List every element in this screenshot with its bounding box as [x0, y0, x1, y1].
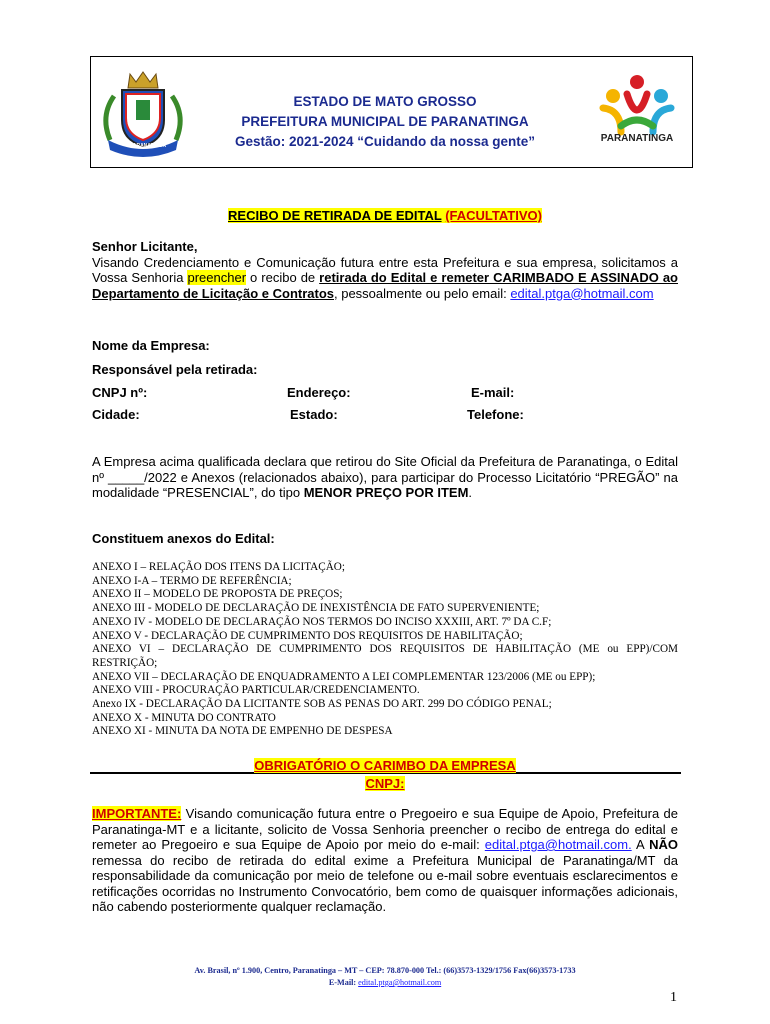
footer-email-label: E-Mail: — [328, 978, 359, 987]
annexes-heading: Constituem anexos do Edital: — [92, 531, 275, 546]
annex-item: Anexo IX - DECLARAÇÃO DA LICITANTE SOB AS PENAS DO ART. 299 DO CÓDIGO PENAL; — [92, 698, 552, 711]
city-label: Cidade: — [92, 407, 140, 422]
crest-banner-text: PARANATINGA — [129, 143, 167, 149]
annex-item: ANEXO XI - MINUTA DA NOTA DE EMPENHO DE DESPESA — [92, 725, 393, 738]
stamp-cnpj-wrap — [0, 776, 770, 791]
address-label: Endereço: — [287, 385, 351, 400]
stamp-title-wrap — [0, 758, 770, 773]
annex-item: ANEXO IV - MODELO DE DECLARAÇÃO NOS TERMOS DO INCISO XXXIII, ART. 7º DA C.F; — [92, 615, 552, 628]
declaration-paragraph — [92, 454, 678, 501]
important-nao: NÃO — [649, 837, 678, 852]
annex-item: ANEXO I – RELAÇÃO DOS ITENS DA LICITAÇÃO; — [92, 561, 345, 573]
annex-item: ANEXO VIII - PROCURAÇÃO PARTICULAR/CREDENCIAMENTO. — [92, 684, 420, 697]
annex-item: ANEXO VI – DECLARAÇÃO DE CUMPRIMENTO DOS REQUISITOS DE HABILITAÇÃO (ME ou EPP)/COM RESTRIÇÃO; — [92, 643, 678, 669]
important-email-link[interactable]: edital.ptga@hotmail.com. — [484, 837, 632, 852]
header-titles — [180, 92, 590, 152]
intro-highlight: preencher — [187, 270, 247, 285]
management-motto: Gestão: 2021-2024 “Cuidando da nossa gente” — [234, 134, 536, 149]
cnpj-label: CNPJ nº: — [92, 385, 148, 400]
footer-email-link[interactable]: edital.ptga@hotmail.com — [358, 978, 442, 987]
state-label: Estado: — [290, 407, 338, 422]
phone-label: Telefone: — [467, 407, 524, 422]
declaration-period: . — [468, 485, 473, 500]
intro-paragraph — [92, 239, 678, 301]
intro-instruction: retirada do Edital e remeter CARIMBADO E ASSINADO ao Departamento de Licitação e Contratos — [92, 270, 678, 301]
stamp-title: OBRIGATÓRIO O CARIMBO DA EMPRESA — [254, 758, 516, 773]
prefecture-name: PREFEITURA MUNICIPAL DE PARANATINGA — [241, 114, 529, 129]
document-title — [0, 208, 770, 223]
salutation: Senhor Licitante, — [92, 239, 198, 254]
important-text-3: remessa do recibo de retirada do edital exime a Prefeitura Municipal de Paranatinga/MT da responsabilidade da comunicação por meio de telefone ou e-mail sobre eventuais esclarecimentos e retificações ocorridas no Instrumento Convocatório, bem como de quaisquer informações adicionais, não cabendo posteriormente qualquer reclamação. — [92, 852, 678, 914]
declaration-type: MENOR PREÇO POR ITEM — [303, 485, 469, 500]
responsible-label: Responsável pela retirada: — [92, 362, 258, 377]
important-text-2: A — [631, 837, 650, 852]
company-name-label: Nome da Empresa: — [92, 338, 210, 353]
intro-email-link[interactable]: edital.ptga@hotmail.com — [510, 285, 654, 301]
annex-item: ANEXO X - MINUTA DO CONTRATO — [92, 711, 276, 724]
title-optional: (FACULTATIVO) — [445, 208, 542, 223]
footer-address: Av. Brasil, nº 1.900, Centro, Paranatinga – MT – CEP: 78.870-000 Tel.: (66)3573-1329/1756 Fax(66)3573-1733 — [194, 966, 576, 975]
page-number: 1 — [670, 990, 677, 1005]
important-paragraph — [92, 806, 678, 915]
annexes-list — [92, 561, 678, 739]
footer-email-line — [0, 978, 770, 987]
annex-item: ANEXO VII – DECLARAÇÃO DE ENQUADRAMENTO A LEI COMPLEMENTAR 123/2006 (ME ou EPP); — [92, 670, 596, 683]
stamp-cnpj: CNPJ: — [365, 776, 405, 791]
annex-item: ANEXO II – MODELO DE PROPOSTA DE PREÇOS; — [92, 588, 343, 601]
logo-text: PARANATINGA — [600, 133, 674, 144]
annex-item: ANEXO III - MODELO DE DECLARAÇÃO DE INEXISTÊNCIA DE FATO SUPERVENIENTE; — [92, 602, 540, 615]
intro-text-3: , pessoalmente ou pelo email: — [334, 285, 511, 301]
intro-text-2: o recibo de — [246, 270, 320, 285]
annex-item: ANEXO I-A – TERMO DE REFERÊNCIA; — [92, 574, 292, 587]
email-label: E-mail: — [471, 385, 515, 400]
declaration-text: A Empresa acima qualificada declara que retirou do Site Oficial da Prefeitura de Paranatinga, o Edital nº _____/2022 e Anexos (relacionados abaixo), para participar do Processo Licitatório “PREGÃO” na modalidade “PRESENCIAL”, do tipo — [92, 454, 678, 500]
important-text: Visando comunicação futura entre o Pregoeiro e sua Equipe de Apoio, Prefeitura de Paranatinga-MT e a licitante, solicito de Vossa Senhoria preencher o recibo de entrega do edital e remeter ao Pregoeiro e sua Equipe de Apoio por meio do e-mail: — [92, 806, 678, 852]
title-main: RECIBO DE RETIRADA DE EDITAL — [228, 208, 442, 223]
important-label: IMPORTANTE: — [92, 806, 182, 821]
state-name: ESTADO DE MATO GROSSO — [293, 94, 477, 109]
annex-item: ANEXO V - DECLARAÇÃO DE CUMPRIMENTO DOS REQUISITOS DE HABILITAÇÃO; — [92, 629, 523, 642]
intro-text: Visando Credenciamento e Comunicação futura entre esta Prefeitura e sua empresa, solicitamos a Vossa Senhoria — [92, 254, 678, 285]
